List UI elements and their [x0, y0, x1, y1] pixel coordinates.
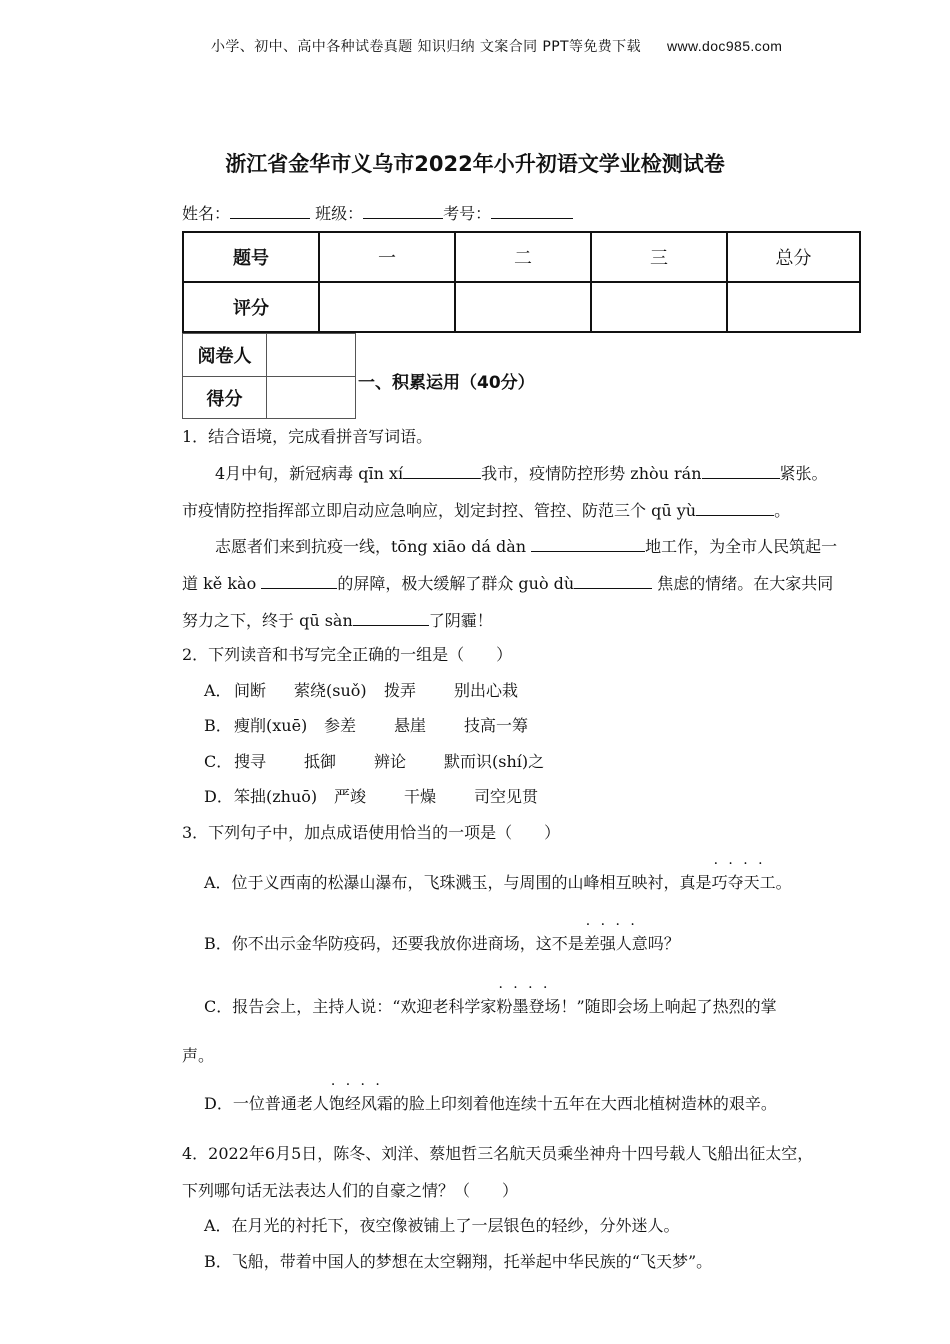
score-cell[interactable]	[728, 283, 859, 331]
answer-blank[interactable]	[702, 460, 780, 479]
header-url[interactable]: www.doc985.com	[667, 38, 783, 54]
q1-line	[215, 533, 837, 557]
reviewer-cell[interactable]	[267, 334, 355, 377]
option-text: A．位于义西南的松瀑山瀑布，飞珠溅玉，与周围的山峰相互映衬，真是	[204, 873, 712, 892]
score-cell[interactable]	[592, 283, 728, 331]
option-word: 笨拙(zhuō)	[234, 787, 318, 806]
option-word: 别出心栽	[454, 681, 519, 700]
answer-blank[interactable]	[261, 570, 337, 589]
dotted-idiom: · · 巧夺天工	[712, 870, 776, 893]
q3-stem: 3．下列句子中，加点成语使用恰当的一项是（ ）	[182, 823, 561, 842]
option-word: 搜寻	[234, 752, 267, 771]
score-header-cell: 一	[320, 233, 456, 283]
q3-option-d[interactable]	[204, 1091, 777, 1114]
q1-text: 市疫情防控指挥部立即启动应急响应，划定封控、管控、防范三个 qū yù	[182, 501, 697, 520]
exam-title: 浙江省金华市义乌市2022年小升初语文学业检测试卷	[225, 152, 725, 176]
q1-stem: 1．结合语境，完成看拼音写词语。	[182, 427, 433, 446]
option-text: 。	[775, 873, 792, 892]
q1-text: 紧张。	[779, 464, 828, 483]
q2-option-b[interactable]	[204, 713, 528, 736]
q2-option-c[interactable]	[204, 749, 544, 772]
option-word: 严竣	[334, 787, 367, 806]
score-header-cell: 总分	[728, 233, 859, 283]
q1-line	[182, 607, 493, 631]
class-label: 班级：	[315, 204, 364, 223]
q1-text: 努力之下，终于 qū sàn	[182, 611, 353, 630]
option-word: 间断	[234, 681, 267, 700]
dotted-idiom: · · 饱经风霜	[329, 1091, 393, 1114]
score-header-cell: 二	[456, 233, 592, 283]
q1-line	[215, 460, 828, 484]
q1-text: 的屏障，极大缓解了群众 guò dù	[337, 574, 575, 593]
option-word: 技高一筹	[464, 716, 529, 735]
q4-stem-line2: 下列哪句话无法表达人们的自豪之情？（ ）	[182, 1181, 519, 1200]
exam-no-label: 考号：	[443, 204, 492, 223]
q1-line	[182, 497, 790, 521]
option-word: 拨弄	[384, 681, 417, 700]
q3-option-a[interactable]	[204, 870, 792, 893]
q1-text: 地工作，为全市人民筑起一	[645, 537, 838, 556]
option-word: 抵御	[304, 752, 337, 771]
option-text: ！”随即会场上响起了热烈的掌	[560, 997, 777, 1016]
option-label: C．	[204, 752, 233, 771]
section-heading: 一、积累运用（40分）	[358, 373, 535, 393]
score-header-cell: 题号	[184, 233, 320, 283]
option-text: C．报告会上，主持人说：“欢迎老科学家	[204, 997, 497, 1016]
name-label: 姓名：	[182, 204, 231, 223]
q3-option-b[interactable]	[204, 931, 680, 954]
option-label: B．	[204, 716, 232, 735]
q2-option-a[interactable]	[204, 678, 518, 701]
option-word: 默而识(shí)之	[444, 752, 545, 771]
class-field[interactable]	[363, 200, 443, 219]
answer-blank[interactable]	[696, 497, 774, 516]
student-info	[182, 200, 573, 224]
q1-text: 。	[774, 501, 791, 520]
dotted-idiom: · · 差强人意	[584, 931, 648, 954]
option-word: 干燥	[404, 787, 437, 806]
reviewer-label: 阅卷人	[183, 334, 267, 377]
option-label: A．	[204, 681, 232, 700]
score-header-cell: 三	[592, 233, 728, 283]
option-word: 萦绕(suǒ)	[294, 681, 367, 700]
option-text: 的脸上印刻着他连续十五年在大西北植树造林的艰辛。	[392, 1094, 777, 1113]
q1-line	[182, 570, 833, 594]
q2-stem: 2．下列读音和书写完全正确的一组是（ ）	[182, 645, 513, 664]
answer-blank[interactable]	[353, 607, 429, 626]
score-cell[interactable]	[456, 283, 592, 331]
answer-blank[interactable]	[574, 570, 652, 589]
score-value-cell[interactable]	[267, 377, 355, 418]
q1-text: 了阴霾！	[428, 611, 493, 630]
score-row-label: 评分	[184, 283, 320, 331]
option-word: 司空见贯	[474, 787, 539, 806]
q3-option-c-cont: 声。	[182, 1046, 215, 1065]
option-label: D．	[204, 787, 233, 806]
q2-option-d[interactable]	[204, 784, 538, 807]
q3-option-c[interactable]	[204, 994, 777, 1017]
option-text: B．你不出示金华防疫码，还要我放你进商场，这不是	[204, 934, 584, 953]
option-word: 悬崖	[394, 716, 427, 735]
exam-no-field[interactable]	[491, 200, 573, 219]
option-text: 吗？	[647, 934, 680, 953]
dotted-idiom: · · 粉墨登场	[496, 994, 560, 1017]
q1-text: 志愿者们来到抗疫一线，tōng xiāo dá dàn	[215, 537, 527, 556]
score-table	[182, 231, 861, 333]
answer-blank[interactable]	[531, 533, 645, 552]
q4-option-b[interactable]: B．飞船，带着中国人的梦想在太空翱翔，托举起中华民族的“飞天梦”。	[204, 1252, 713, 1271]
answer-blank[interactable]	[403, 460, 481, 479]
option-word: 参差	[324, 716, 357, 735]
score-cell[interactable]	[320, 283, 456, 331]
score-label: 得分	[183, 377, 267, 418]
q1-text: 焦虑的情绪。在大家共同	[652, 574, 834, 593]
q1-text: 4月中旬，新冠病毒 qīn xí	[215, 464, 404, 483]
page-header	[211, 36, 782, 56]
option-text: D．一位普通老人	[204, 1094, 329, 1113]
q1-text: 道 kě kào	[182, 574, 257, 593]
option-word: 辨论	[374, 752, 407, 771]
option-word: 瘦削(xuē)	[234, 716, 308, 735]
grader-table	[182, 333, 356, 419]
q1-text: 我市，疫情防控形势 zhòu rán	[481, 464, 702, 483]
name-field[interactable]	[230, 200, 310, 219]
q4-stem-line1: 4．2022年6月5日，陈冬、刘洋、蔡旭哲三名航天员乘坐神舟十四号载人飞船出征太空，	[182, 1144, 814, 1163]
header-text: 小学、初中、高中各种试卷真题 知识归纳 文案合同 PPT等免费下载	[211, 39, 641, 55]
q4-option-a[interactable]: A．在月光的衬托下，夜空像被铺上了一层银色的轻纱，分外迷人。	[204, 1216, 680, 1235]
